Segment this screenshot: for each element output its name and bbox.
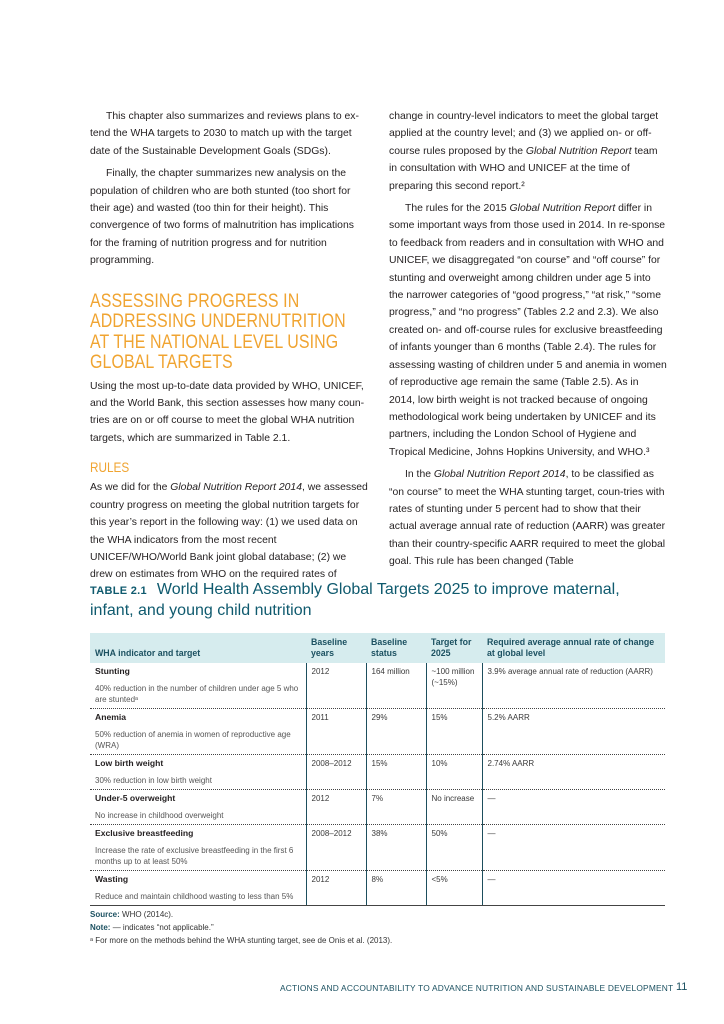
section-heading: ASSESSING PROGRESS IN ADDRESSING UNDERNUTRITION AT THE NATIONAL LEVEL USING GLOBAL TARGETS [90, 290, 346, 374]
left-column [90, 108, 368, 589]
header-indicator: WHA indicator and target [90, 633, 306, 663]
baseline-status-cell: 29% [366, 709, 426, 755]
indicator-cell [90, 755, 306, 790]
indicator-cell [90, 663, 306, 709]
table-row [90, 663, 665, 709]
baseline-years-cell: 2012 [306, 790, 366, 825]
indicator-cell [90, 825, 306, 871]
rate-cell: 5.2% AARR [482, 709, 665, 755]
target-cell: <5% [426, 871, 482, 906]
indicator-name: Low birth weight [95, 758, 164, 768]
table-notes [90, 908, 392, 947]
baseline-status-cell: 8% [366, 871, 426, 906]
baseline-years-cell: 2008–2012 [306, 755, 366, 790]
table-label: TABLE 2.1 [90, 585, 147, 597]
right-paragraph-3: In the Global Nutrition Report 2014, to be classified as “on course” to meet the WHA stunting target, coun-tries with rates of stunting under 5 percent had to show that their actual average annual rate of reduction (AARR) was greater than their country-specific AARR required to meet the global goal. This rule has been changed (Table [389, 469, 666, 568]
baseline-status-cell: 7% [366, 790, 426, 825]
right-column [389, 108, 667, 576]
indicator-name: Stunting [95, 666, 130, 676]
indicator-target: 30% reduction in low birth weight [95, 776, 212, 785]
indicator-target: 40% reduction in the number of children under age 5 who are stuntedᵃ [95, 684, 299, 704]
indicator-cell [90, 790, 306, 825]
baseline-status-cell: 15% [366, 755, 426, 790]
intro-paragraph-1: This chapter also summarizes and reviews plans to ex-tend the WHA targets to 2030 to match up with the target date of the Sustainable Development Goals (SDGs). [90, 111, 359, 157]
table-row [90, 790, 665, 825]
baseline-years-cell: 2012 [306, 871, 366, 906]
section-paragraph: Using the most up-to-date data provided by WHO, UNICEF, and the World Bank, this section assesses how many coun-tries are on or off course to meet the global WHA nutrition targets, which are summarized in Table 2.1. [90, 380, 365, 444]
baseline-years-cell: 2012 [306, 663, 366, 709]
rules-subheading: RULES [90, 459, 130, 476]
indicator-name: Wasting [95, 874, 129, 884]
indicator-name: Anemia [95, 712, 127, 722]
indicator-target: No increase in childhood overweight [95, 811, 224, 820]
rate-cell: — [482, 825, 665, 871]
rate-cell: — [482, 790, 665, 825]
table-source: Source: WHO (2014c). [90, 910, 174, 919]
rules-paragraph: As we did for the Global Nutrition Report 2014, we assessed country progress on meeting the global nutrition targets for this year’s report in the following way: (1) we used data on the WHA indicators from the most recent UNICEF/WHO/World Bank joint global database; (2) we drew on estimates from WHO on the required rates of [90, 482, 368, 581]
right-paragraph-1: change in country-level indicators to meet the global target applied at the country level; and (3) we applied on- or off-course rules proposed by the Global Nutrition Report team in consultation with WHO and UNICEF at the time of preparing this second report.² [389, 111, 659, 192]
target-cell: No increase [426, 790, 482, 825]
table-row [90, 709, 665, 755]
baseline-years-cell: 2008–2012 [306, 825, 366, 871]
indicator-cell [90, 871, 306, 906]
target-cell: 50% [426, 825, 482, 871]
page-number: 11 [676, 981, 688, 993]
rate-cell: 3.9% average annual rate of reduction (AARR) [482, 663, 665, 709]
header-baseline-years: Baseline years [306, 633, 366, 663]
table-row [90, 871, 665, 906]
header-target-2025: Target for 2025 [426, 633, 482, 663]
header-required-rate: Required average annual rate of change at global level [482, 633, 665, 663]
indicator-target: 50% reduction of anemia in women of reproductive age (WRA) [95, 730, 291, 750]
indicator-target: Increase the rate of exclusive breastfeeding in the first 6 months up to at least 50% [95, 846, 294, 866]
table-footnote: ᵃ For more on the methods behind the WHA stunting target, see de Onis et al. (2013). [90, 936, 393, 945]
table-header-row [90, 633, 665, 663]
rate-cell: 2.74% AARR [482, 755, 665, 790]
table-row [90, 825, 665, 871]
intro-paragraph-2: Finally, the chapter summarizes new analysis on the population of children who are both stunted (too short for their age) and wasted (too thin for their height). This convergence of two forms of malnutrition has implications for the framing of nutrition progress and for nutrition programming. [90, 168, 354, 267]
baseline-status-cell: 164 million [366, 663, 426, 709]
indicator-name: Under-5 overweight [95, 793, 176, 803]
table-title-text: World Health Assembly Global Targets 2025 to improve maternal, infant, and young child nutrition [90, 581, 620, 619]
target-cell: ~100 million (~15%) [426, 663, 482, 709]
table-title [90, 580, 660, 621]
table-note: Note: — indicates “not applicable.” [90, 923, 214, 932]
target-cell: 10% [426, 755, 482, 790]
indicator-name: Exclusive breastfeeding [95, 828, 194, 838]
baseline-status-cell: 38% [366, 825, 426, 871]
right-paragraph-2: The rules for the 2015 Global Nutrition Report differ in some important ways from those used in 2014. In re-sponse to feedback from readers and in consultation with WHO and UNICEF, we disaggregated “on course” and “off course” for stunting and overweight among children under age 5 into the narrower categories of “good progress,” “at risk,” “some progress,” and “no progress” (Tables 2.2 and 2.3). We also created on- and off-course rules for exclusive breastfeeding of infants younger than 6 months (Table 2.4). The rules for assessing wasting of children under 5 and anemia in women of reproductive age remain the same (Table 2.5). As in 2014, low birth weight is not tracked because of ongoing methodological work being undertaken by UNICEF and its partners, including the London School of Hygiene and Tropical Medicine, Johns Hopkins University, and WHO.³ [389, 203, 667, 458]
wha-targets-table [90, 633, 665, 906]
header-baseline-status: Baseline status [366, 633, 426, 663]
table-row [90, 755, 665, 790]
target-cell: 15% [426, 709, 482, 755]
indicator-cell [90, 709, 306, 755]
indicator-target: Reduce and maintain childhood wasting to less than 5% [95, 892, 294, 901]
running-footer: ACTIONS AND ACCOUNTABILITY TO ADVANCE NUTRITION AND SUSTAINABLE DEVELOPMENT [280, 983, 674, 993]
baseline-years-cell: 2011 [306, 709, 366, 755]
rate-cell: — [482, 871, 665, 906]
